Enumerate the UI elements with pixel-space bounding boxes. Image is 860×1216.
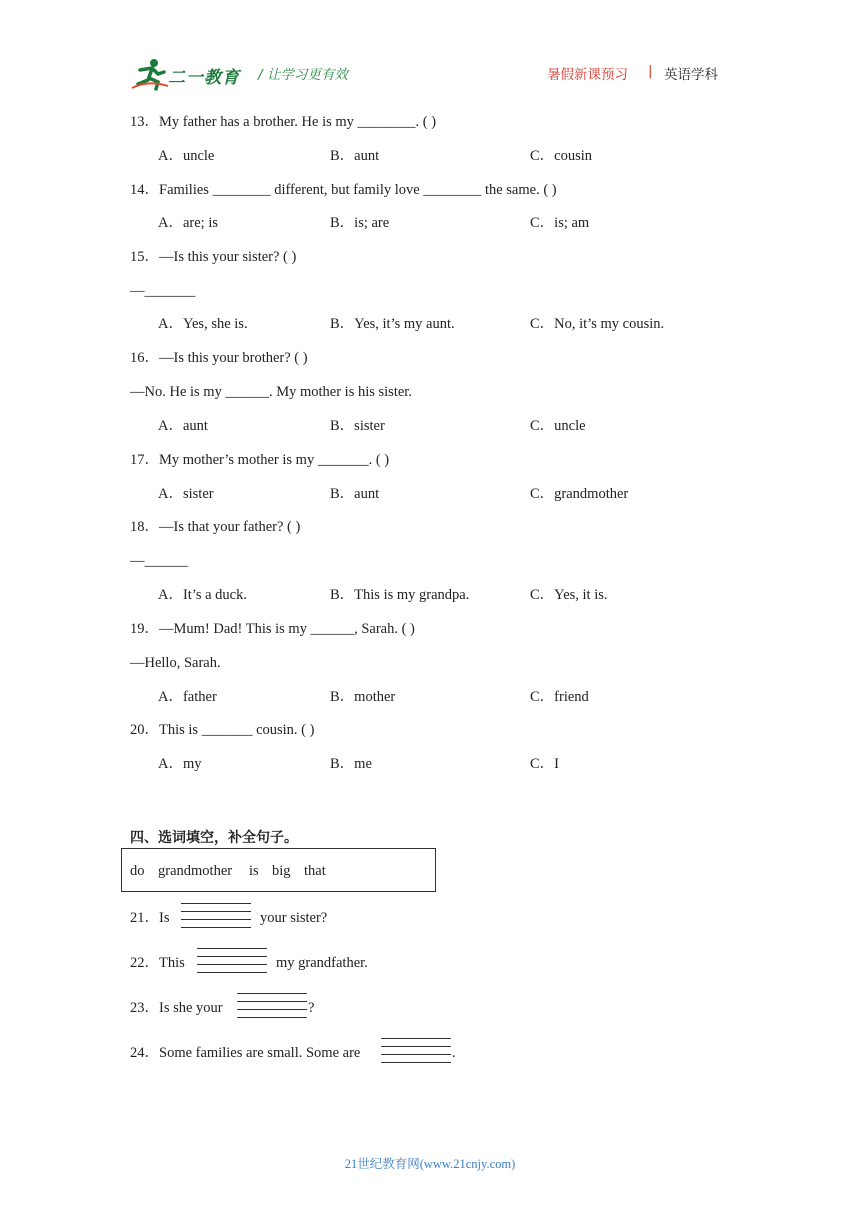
- question-18-answer-line: —______: [130, 553, 188, 569]
- word-bank-item: is: [249, 863, 259, 879]
- question-18-option-a: A．It’s a duck.: [158, 587, 247, 603]
- answer-blank[interactable]: [181, 903, 251, 925]
- question-22-before: 22．This: [130, 955, 185, 971]
- question-18-stem: 18．—Is that your father? ( ): [130, 519, 301, 535]
- question-14-option-b: B．is; are: [330, 215, 390, 231]
- question-14-option-a: A．are; is: [158, 215, 218, 231]
- section-title: 四、选词填空，补全句子。: [130, 830, 298, 846]
- word-bank-item: that: [304, 863, 326, 879]
- question-20-stem: 20．This is _______ cousin. ( ): [130, 722, 315, 738]
- question-13-option-b: B．aunt: [330, 148, 380, 164]
- question-17-stem: 17．My mother’s mother is my _______. ( ): [130, 452, 390, 468]
- question-17-option-b: B．aunt: [330, 486, 380, 502]
- question-14-stem: 14．Families ________ different, but family love ________ the same. ( ): [130, 182, 557, 198]
- question-15-option-c: C．No, it’s my cousin.: [530, 316, 665, 332]
- answer-blank[interactable]: [237, 993, 307, 1015]
- question-16-answer-line: —No. He is my ______. My mother is his sister.: [130, 384, 412, 400]
- question-15-answer-line: —_______: [130, 283, 196, 299]
- question-16-option-b: B．sister: [330, 418, 385, 434]
- word-bank-item: grandmother: [158, 863, 233, 879]
- footer-source[interactable]: 21世纪教育网(www.21cnjy.com): [344, 1157, 516, 1171]
- answer-blank[interactable]: [197, 948, 267, 970]
- question-19-stem: 19．—Mum! Dad! This is my ______, Sarah. ( ): [130, 621, 415, 637]
- question-13-option-c: C．cousin: [530, 148, 593, 164]
- question-23-before: 23．Is she your: [130, 1000, 223, 1016]
- question-16-option-a: A．aunt: [158, 418, 208, 434]
- answer-blank[interactable]: [381, 1038, 451, 1060]
- subject-label: 英语学科: [664, 67, 718, 83]
- header-separator: |: [648, 63, 653, 79]
- word-bank-item: do: [130, 863, 145, 879]
- question-16-stem: 16．—Is this your brother? ( ): [130, 350, 308, 366]
- question-17-option-a: A．sister: [158, 486, 214, 502]
- question-23-after: ?: [308, 1000, 315, 1016]
- running-figure-icon: [130, 56, 170, 92]
- question-20-option-a: A．my: [158, 756, 202, 772]
- question-14-option-c: C．is; am: [530, 215, 590, 231]
- question-18-option-b: B．This is my grandpa.: [330, 587, 470, 603]
- question-16-option-c: C．uncle: [530, 418, 586, 434]
- brand-logo: [130, 56, 170, 92]
- brand-name: 二一教育: [168, 68, 240, 88]
- question-18-option-c: C．Yes, it is.: [530, 587, 608, 603]
- question-17-option-c: C．grandmother: [530, 486, 629, 502]
- course-tag: 暑假新课预习: [547, 67, 628, 83]
- question-20-option-c: C．I: [530, 756, 559, 772]
- question-24-after: .: [452, 1045, 456, 1061]
- question-24-before: 24．Some families are small. Some are: [130, 1045, 361, 1061]
- question-13-stem: 13．My father has a brother. He is my ________. ( ): [130, 114, 437, 130]
- question-15-option-b: B．Yes, it’s my aunt.: [330, 316, 455, 332]
- question-19-option-a: A．father: [158, 689, 217, 705]
- question-21-before: 21．Is: [130, 910, 170, 926]
- question-19-option-c: C．friend: [530, 689, 589, 705]
- question-15-stem: 15．—Is this your sister? ( ): [130, 249, 297, 265]
- question-19-answer-line: —Hello, Sarah.: [130, 655, 221, 671]
- question-13-option-a: A．uncle: [158, 148, 215, 164]
- question-20-option-b: B．me: [330, 756, 372, 772]
- question-21-after: your sister?: [260, 910, 328, 926]
- question-19-option-b: B．mother: [330, 689, 396, 705]
- question-15-option-a: A．Yes, she is.: [158, 316, 248, 332]
- word-bank-item: big: [272, 863, 291, 879]
- slogan: / 让学习更有效: [258, 67, 348, 83]
- question-22-after: my grandfather.: [276, 955, 368, 971]
